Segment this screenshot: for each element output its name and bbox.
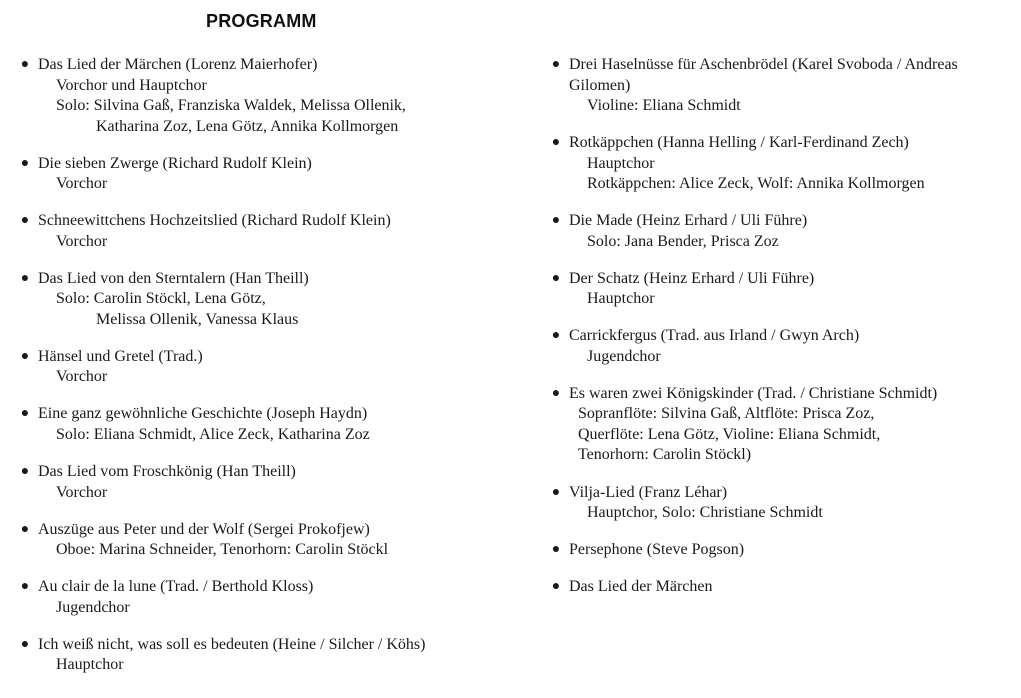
bullet-icon: ●: [551, 385, 561, 401]
piece-title: Vilja-Lied (Franz Léhar): [569, 483, 728, 501]
program-item: [551, 384, 1011, 466]
piece-title: Schneewittchens Hochzeitslied (Richard Rudolf Klein): [38, 212, 391, 230]
performers-line: Solo: Eliana Schmidt, Alice Zeck, Katharina Zoz: [56, 425, 370, 443]
performers-line: Oboe: Marina Schneider, Tenorhorn: Carolin Stöckl: [56, 541, 389, 559]
program-item: [20, 154, 520, 195]
performers-line: Jugendchor: [587, 347, 661, 365]
bullet-icon: ●: [551, 579, 561, 595]
performers-line: Vorchor: [56, 368, 108, 386]
performers-line: Hauptchor: [587, 154, 655, 172]
performers-line: Rotkäppchen: Alice Zeck, Wolf: Annika Kollmorgen: [587, 175, 925, 193]
piece-title: Es waren zwei Königskinder (Trad. / Christiane Schmidt): [569, 384, 938, 402]
bullet-icon: ●: [20, 155, 30, 171]
piece-title: Drei Haselnüsse für Aschenbrödel (Karel Svoboda / Andreas Gilomen): [569, 56, 958, 94]
bullet-icon: ●: [20, 636, 30, 652]
program-item: [551, 577, 1011, 598]
performers-line: Solo: Silvina Gaß, Franziska Waldek, Melissa Ollenik,: [56, 97, 406, 114]
piece-title: Persephone (Steve Pogson): [569, 541, 745, 559]
performers-line: Jugendchor: [56, 598, 130, 616]
piece-title: Rotkäppchen (Hanna Helling / Karl-Ferdinand Zech): [569, 134, 909, 152]
piece-title: Die sieben Zwerge (Richard Rudolf Klein): [38, 154, 312, 172]
program-column-left: [20, 55, 520, 692]
program-item: [20, 269, 520, 331]
performers-line: Vorchor: [56, 483, 108, 501]
piece-title: Das Lied vom Froschkönig (Han Theill): [38, 463, 296, 481]
program-item: [551, 55, 1011, 117]
program-item: [20, 404, 520, 445]
piece-title: Auszüge aus Peter und der Wolf (Sergei Prokofjew): [38, 520, 370, 538]
piece-title: Die Made (Heinz Erhard / Uli Führe): [569, 212, 808, 230]
piece-title: Ich weiß nicht, was soll es bedeuten (Heine / Silcher / Köhs): [38, 635, 426, 653]
performers-line: Hauptchor: [587, 290, 655, 308]
piece-title: Das Lied von den Sterntalern (Han Theill): [38, 269, 309, 287]
program-item: [20, 211, 520, 252]
performers-continuation: Melissa Ollenik, Vanessa Klaus: [96, 310, 299, 328]
program-item: [551, 211, 1011, 252]
program-column-right: [551, 55, 1011, 614]
performers-line: Vorchor und Hauptchor: [56, 76, 207, 94]
page-title: PROGRAMM: [206, 11, 317, 31]
bullet-icon: ●: [551, 57, 561, 72]
bullet-icon: ●: [20, 464, 30, 480]
piece-title: Eine ganz gewöhnliche Geschichte (Joseph Haydn): [38, 405, 368, 423]
bullet-icon: ●: [20, 579, 30, 595]
performers-line: Solo: Carolin Stöckl, Lena Götz,: [56, 290, 266, 308]
bullet-icon: ●: [20, 213, 30, 229]
bullet-icon: ●: [20, 521, 30, 537]
performers-line: Violine: Eliana Schmidt: [587, 97, 741, 114]
piece-title: Au clair de la lune (Trad. / Berthold Kloss): [38, 578, 314, 596]
program-item: [551, 483, 1011, 524]
bullet-icon: ●: [20, 348, 30, 364]
bullet-icon: ●: [20, 270, 30, 286]
performers-line: Querflöte: Lena Götz, Violine: Eliana Schmidt,: [578, 425, 881, 443]
piece-title: Der Schatz (Heinz Erhard / Uli Führe): [569, 269, 815, 287]
bullet-icon: ●: [551, 328, 561, 344]
performers-line: Vorchor: [56, 232, 108, 250]
performers-line: Tenorhorn: Carolin Stöckl): [578, 446, 752, 464]
program-item: [20, 520, 520, 561]
program-item: [20, 347, 520, 388]
program-item: [551, 540, 1011, 561]
bullet-icon: ●: [20, 57, 30, 72]
program-item: [20, 462, 520, 503]
program-item: [20, 55, 520, 137]
piece-title: Carrickfergus (Trad. aus Irland / Gwyn Arch): [569, 327, 860, 345]
bullet-icon: ●: [551, 270, 561, 286]
bullet-icon: ●: [551, 542, 561, 558]
program-item: [551, 133, 1011, 195]
bullet-icon: ●: [551, 484, 561, 500]
performers-line: Vorchor: [56, 175, 108, 193]
bullet-icon: ●: [551, 135, 561, 151]
piece-title: Hänsel und Gretel (Trad.): [38, 347, 203, 365]
performers-line: Hauptchor: [56, 656, 124, 674]
program-item: [20, 577, 520, 618]
bullet-icon: ●: [551, 213, 561, 229]
program-item: [551, 269, 1011, 310]
program-item: [20, 635, 520, 676]
performers-continuation: Katharina Zoz, Lena Götz, Annika Kollmorgen: [96, 117, 399, 135]
piece-title: Das Lied der Märchen: [569, 578, 713, 596]
piece-title: Das Lied der Märchen (Lorenz Maierhofer): [38, 56, 318, 73]
performers-line: Solo: Jana Bender, Prisca Zoz: [587, 232, 779, 250]
performers-line: Hauptchor, Solo: Christiane Schmidt: [587, 504, 823, 522]
bullet-icon: ●: [20, 406, 30, 422]
performers-line: Sopranflöte: Silvina Gaß, Altflöte: Prisca Zoz,: [578, 405, 875, 423]
program-item: [551, 326, 1011, 367]
